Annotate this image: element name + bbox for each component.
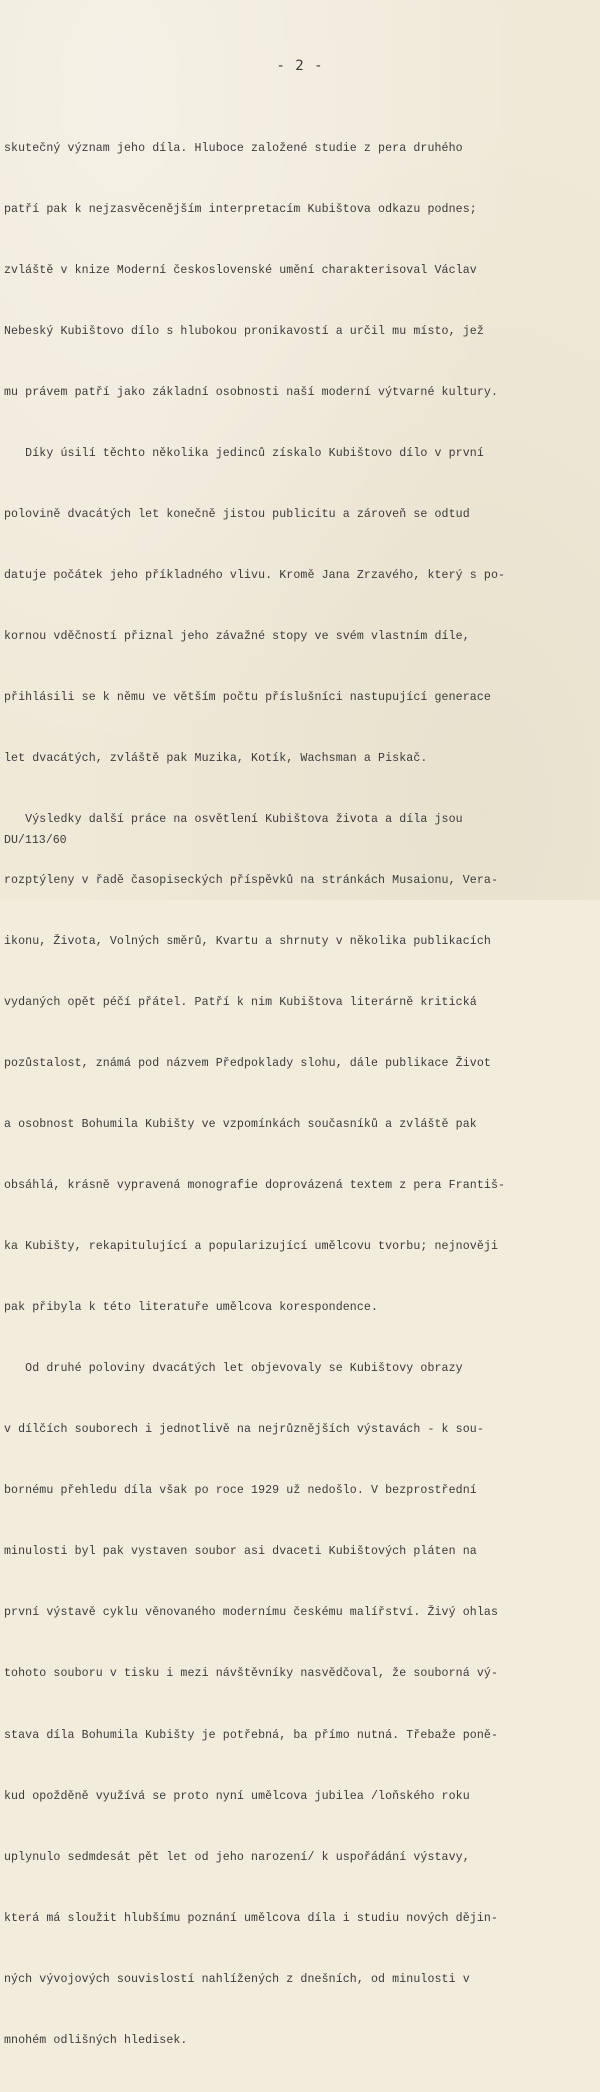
text-line: ka Kubišty, rekapitulující a popularizující umělcovu tvorbu; nejnověji [4,1240,499,1254]
text-line: a osobnost Bohumila Kubišty ve vzpomínkách současníků a zvláště pak [4,1118,477,1132]
text-line: přihlásili se k němu ve větším počtu příslušníci nastupující generace [4,690,491,704]
text-line: patří pak k nejzasvěcenějším interpretacím Kubištova odkazu podnes; [4,202,477,216]
text-line: rozptýleny v řadě časopiseckých příspěvků na stránkách Musaionu, Vera- [4,874,499,888]
text-line: tohoto souboru v tisku i mezi návštěvníky nasvědčoval, že souborná vý- [4,1667,499,1681]
page-number: - 2 - [276,58,324,74]
text-line: minulosti byl pak vystaven soubor asi dvaceti Kubištových pláten na [4,1545,477,1559]
text-line: pozůstalost, známá pod názvem Předpoklady slohu, dále publikace Život [4,1057,491,1071]
text-line: uplynulo sedmdesát pět let od jeho narození/ k uspořádání výstavy, [4,1850,470,1864]
body-text [4,98,594,2092]
text-line: polovině dvacátých let konečně jistou publicitu a zároveň se odtud [4,507,470,521]
text-line: bornému přehledu díla však po roce 1929 už nedošlo. V bezprostřední [4,1484,477,1498]
text-line: obsáhlá, krásně vypravená monografie doprovázená textem z pera Františ- [4,1179,506,1193]
document-reference-code: DU/113/60 [4,834,67,847]
text-line: která má sloužit hlubšímu poznání umělcova díla i studiu nových dějin- [4,1911,499,1925]
text-line: let dvacátých, zvláště pak Muzika, Kotík, Wachsman a Piskač. [4,752,428,765]
text-line: Nebeský Kubištovo dílo s hlubokou pronikavostí a určil mu místo, jež [4,324,484,338]
text-line: Díky úsilí těchto několika jedinců získalo Kubištovo dílo v první [4,446,484,460]
text-line: ikonu, Života, Volných směrů, Kvartu a shrnuty v několika publikacích [4,935,491,949]
text-line: zvláště v knize Moderní československé umění charakterisoval Václav [4,263,477,277]
text-line: mnohém odlišných hledisek. [4,2033,188,2047]
text-line: kud opožděně využívá se proto nyní umělcova jubilea /loňského roku [4,1789,470,1803]
text-line: kornou vděčností přiznal jeho závažné stopy ve svém vlastním díle, [4,629,470,643]
text-line: skutečný význam jeho díla. Hluboce založené studie z pera druhého [4,141,463,155]
text-line: datuje počátek jeho příkladného vlivu. Kromě Jana Zrzavého, který s po- [4,568,506,582]
text-line: Od druhé poloviny dvacátých let objevovaly se Kubištovy obrazy [4,1362,463,1376]
text-line: pak přibyla k této literatuře umělcova korespondence. [4,1301,379,1315]
text-line: v dílčích souborech i jednotlivě na nejrůznějších výstavách - k sou- [4,1423,484,1437]
text-line: mu právem patří jako základní osobnosti naší moderní výtvarné kultury. [4,385,499,399]
text-line: ných vývojových souvislostí nahlížených z dnešních, od minulosti v [4,1972,470,1986]
text-line: stava díla Bohumila Kubišty je potřebná, ba přímo nutná. Třebaže poně- [4,1728,499,1742]
text-line: vydaných opět péčí přátel. Patří k nim Kubištova literárně kritická [4,996,477,1010]
text-line: první výstavě cyklu věnovaného modernímu českému malířství. Živý ohlas [4,1606,499,1620]
text-line: Výsledky další práce na osvětlení Kubištova života a díla jsou [4,813,463,827]
